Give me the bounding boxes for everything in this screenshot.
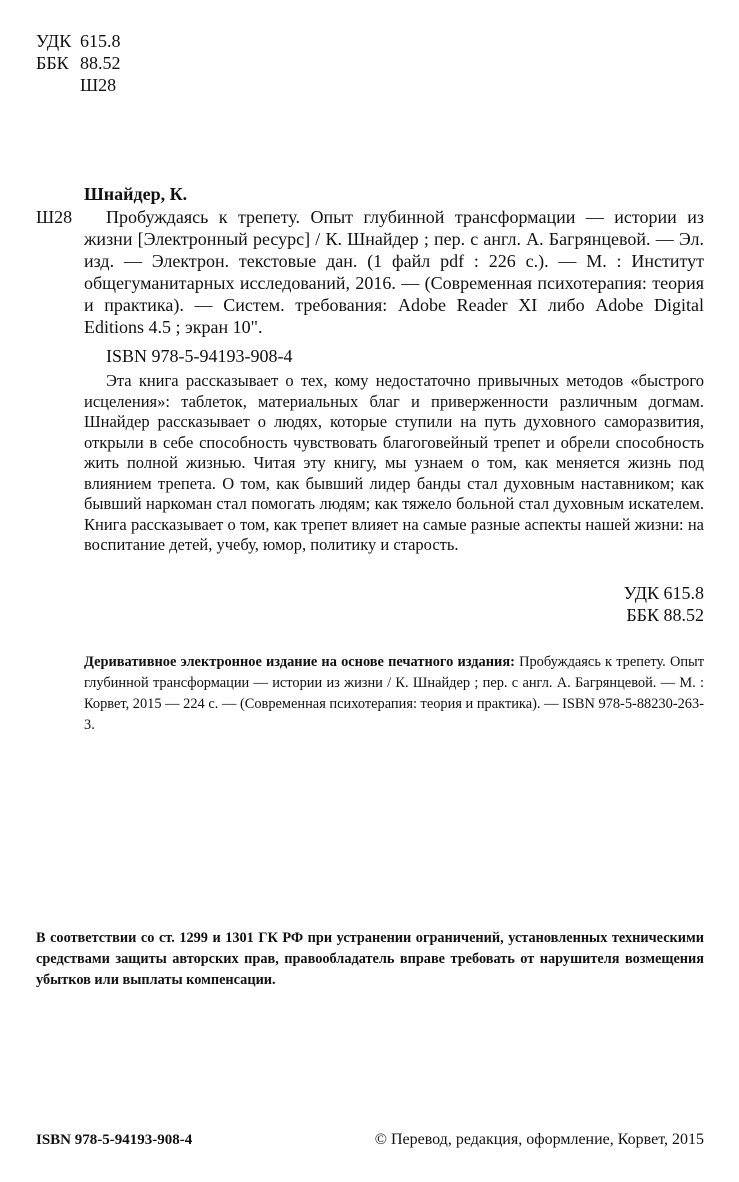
footer-isbn: ISBN 978-5-94193-908-4 [36,1132,193,1148]
author-name: Шнайдер, К. [84,184,188,204]
isbn-main: ISBN 978-5-94193-908-4 [106,346,293,366]
udk-row [36,30,121,52]
classification-bottom [624,582,704,626]
bibliographic-record: Пробуждаясь к трепету. Опыт глубинной трансформации — истории из жизни [Электронный ресурс] / К. Шнайдер ; пер. с англ. А. Багрянцевой. — Эл. изд. — Электрон. текстовые дан. (1 файл pdf : 226 с.). — М. : Институт общегуманитарных исследований, 2016. — (Современная психотерапия: теория и практика). — Систем. требования: Adobe Reader XI либо Adobe Digital Editions 4.5 ; экран 10". [84,207,704,337]
udk-bottom: УДК 615.8 [623,583,704,603]
bbk-label: ББК [36,53,69,73]
author-mark-top: Ш28 [80,75,117,95]
footer-copyright: © Перевод, редакция, оформление, Корвет, 2015 [374,1131,704,1148]
footer [36,1130,704,1150]
classification-top [36,30,121,96]
abstract: Эта книга рассказывает о тех, кому недостаточно привычных методов «быстрого исцеления»: таблеток, материальных благ и приверженности различным догмам. Шнайдер рассказывает о людях, которые ступили на путь духовного саморазвития, открыли в себе способность чувствовать благоговейный трепет и обрели способность жить полной жизнью. Читая эту книгу, мы узнаем о том, как меняется жизнь под влиянием трепета. О том, как бывший лидер банды стал духовным наставником; как бывший наркоман стал помогать людям; как тяжело больной стал духовным искателем. Книга рассказывает о том, как трепет влияет на самые разные аспекты нашей жизни: на воспитание детей, учебу, юмор, политику и старость. [84,371,704,554]
derivative-text: Пробуждаясь к трепету. Опыт глубинной трансформации — истории из жизни / К. Шнайдер ; пер. с англ. А. Багрянцевой. — М. : Корвет, 2015 — 224 с. — (Современная психотерапия: теория и практика). — ISBN 978-5-88230-263-3. [84,654,704,733]
bbk-value: 88.52 [80,53,121,73]
bbk-bottom: ББК 88.52 [626,605,704,625]
legal-notice: В соответствии со ст. 1299 и 1301 ГК РФ при устранении ограничений, установленных техническими средствами защиты авторских прав, правообладатель вправе требовать от нарушителя возмещения убытков или выплаты компенсации. [36,930,704,988]
udk-value: 615.8 [80,31,121,51]
derivative-edition-note [84,652,704,736]
author-mark: Ш28 [36,207,73,227]
derivative-label: Деривативное электронное издание на основе печатного издания: [84,654,515,670]
bbk-row [36,52,121,74]
udk-label: УДК [36,31,72,51]
